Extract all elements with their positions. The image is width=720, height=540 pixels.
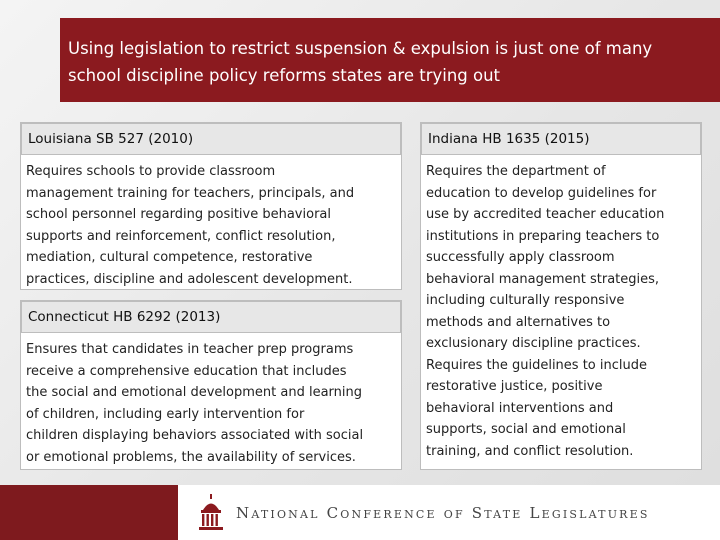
- indiana-line: Requires the guidelines to include: [426, 357, 647, 373]
- indiana-line: education to develop guidelines for: [426, 185, 657, 201]
- indiana-line: use by accredited teacher education: [426, 207, 665, 222]
- connecticut-line: Ensures that candidates in teacher prep programs: [26, 342, 354, 357]
- louisiana-line: practices, discipline and adolescent development.: [26, 271, 353, 287]
- connecticut-line: receive a comprehensive education that includes: [26, 363, 347, 379]
- indiana-line: institutions in preparing teachers to: [426, 228, 660, 244]
- louisiana-line: management training for teachers, principals, and: [26, 185, 355, 201]
- louisiana-line: supports and reinforcement, conflict resolution,: [26, 228, 336, 244]
- louisiana-line: mediation, cultural competence, restorative: [26, 250, 313, 265]
- louisiana-body: [21, 155, 401, 290]
- indiana-line: Requires the department of: [426, 164, 606, 179]
- louisiana-box: [20, 122, 402, 290]
- indiana-heading: Indiana HB 1635 (2015): [421, 123, 701, 155]
- indiana-box: [420, 122, 702, 470]
- indiana-line: supports, social and emotional: [426, 422, 626, 437]
- indiana-line: successfully apply classroom: [426, 250, 615, 265]
- capitol-dome-logo-icon: [196, 494, 226, 532]
- title-banner: [60, 18, 720, 102]
- title-line-1: Using legislation to restrict suspension & expulsion is just one of many: [68, 39, 653, 58]
- connecticut-line: of children, including early intervention for: [26, 406, 305, 422]
- connecticut-line: the social and emotional development and learning: [26, 385, 362, 400]
- indiana-line: methods and alternatives to: [426, 314, 611, 330]
- connecticut-body: [21, 333, 401, 468]
- indiana-line: behavioral interventions and: [426, 400, 614, 416]
- indiana-line: restorative justice, positive: [426, 379, 603, 394]
- connecticut-heading: Connecticut HB 6292 (2013): [21, 301, 401, 333]
- connecticut-box: [20, 300, 402, 470]
- louisiana-line: Requires schools to provide classroom: [26, 164, 276, 179]
- indiana-line: training, and conflict resolution.: [426, 443, 634, 459]
- indiana-line: exclusionary discipline practices.: [426, 336, 641, 351]
- indiana-line: behavioral management strategies,: [426, 271, 660, 287]
- connecticut-line: children displaying behaviors associated with social: [26, 428, 364, 443]
- connecticut-line: or emotional problems, the availability of services.: [26, 449, 356, 465]
- louisiana-line: school personnel regarding positive behavioral: [26, 207, 331, 222]
- indiana-line: including culturally responsive: [426, 293, 625, 308]
- organization-name: National Conference of State Legislatures: [236, 504, 650, 522]
- title-line-2: school discipline policy reforms states are trying out: [68, 66, 501, 85]
- indiana-body: [421, 155, 701, 462]
- louisiana-heading: Louisiana SB 527 (2010): [21, 123, 401, 155]
